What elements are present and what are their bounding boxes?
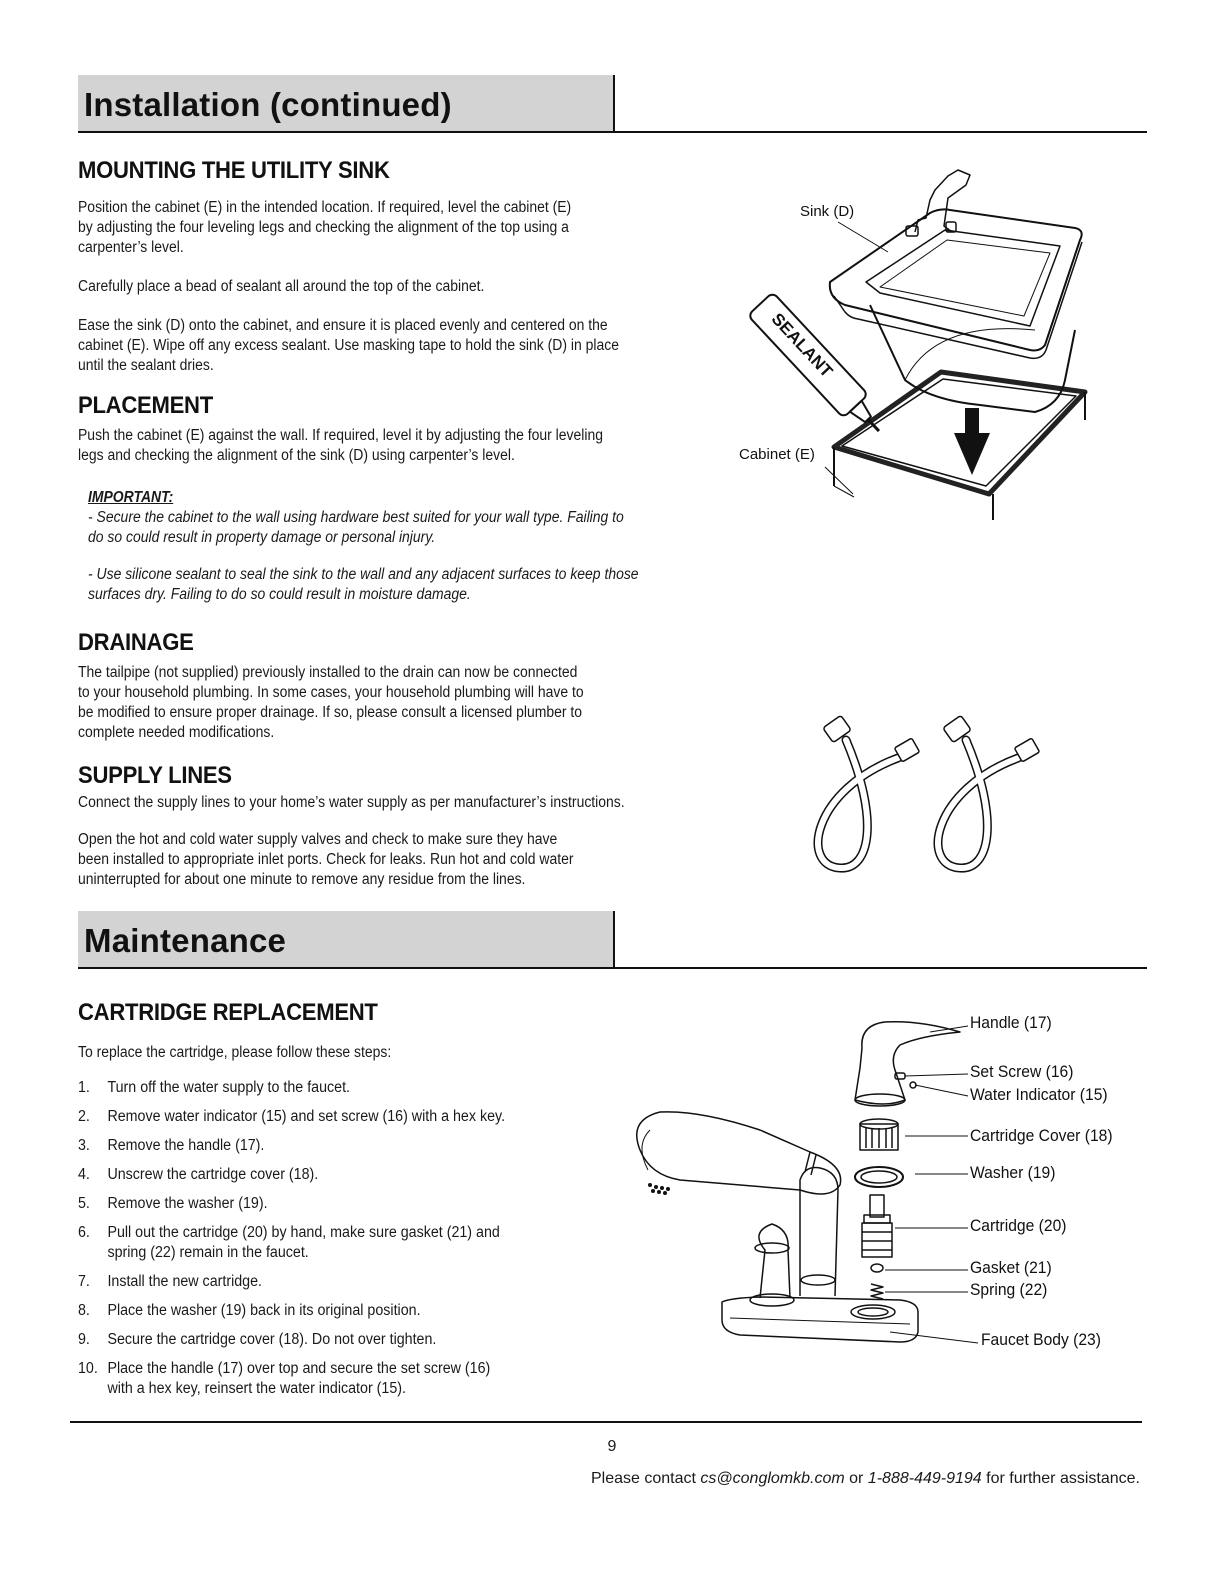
label-spring: Spring (22) [970, 1280, 1048, 1299]
step-item: 2. Remove water indicator (15) and set screw (16) with a hex key. [78, 1108, 506, 1125]
footer-rule [70, 1421, 1142, 1423]
cartridge-intro: To replace the cartridge, please follow these steps: [78, 1044, 392, 1061]
mounting-paragraph-2: Carefully place a bead of sealant all around the top of the cabinet. [78, 278, 485, 295]
step-item: 9. Secure the cartridge cover (18). Do not over tighten. [78, 1331, 437, 1348]
footer-contact: Please contact cs@conglomkb.com or 1-888-449-9194 for further assistance. [591, 1470, 1140, 1487]
label-cartridge-cover: Cartridge Cover (18) [970, 1126, 1113, 1145]
step-item: 8. Place the washer (19) back in its original position. [78, 1302, 421, 1319]
cartridge-heading: CARTRIDGE REPLACEMENT [78, 999, 378, 1026]
important-block: IMPORTANT: - Secure the cabinet to the wall using hardware best suited for your wall type. Failing to do so could result in property damage or personal injury. [88, 489, 624, 546]
page-number: 9 [607, 1438, 617, 1455]
maintenance-title: Maintenance [84, 922, 287, 959]
label-set-screw: Set Screw (16) [970, 1062, 1074, 1081]
label-faucet-body: Faucet Body (23) [981, 1330, 1101, 1349]
drainage-paragraph: The tailpipe (not supplied) previously installed to the drain can now be connected to your household plumbing. In some cases, your household plumbing will have to be modified to ensure proper drainage. If so, please consult a licensed plumber to complete needed modifications. [78, 664, 584, 741]
sink-label: Sink (D) [800, 203, 855, 220]
step-item: 4. Unscrew the cartridge cover (18). [78, 1166, 319, 1183]
label-gasket: Gasket (21) [970, 1258, 1052, 1277]
label-washer: Washer (19) [970, 1163, 1056, 1182]
step-item: 6. Pull out the cartridge (20) by hand, make sure gasket (21) and spring (22) remain in the faucet. [78, 1224, 500, 1261]
step-item: 3. Remove the handle (17). [78, 1137, 265, 1154]
supply-lines-heading: SUPPLY LINES [78, 762, 232, 789]
important-note-2: - Use silicone sealant to seal the sink to the wall and any adjacent surfaces to keep those surfaces dry. Failing to do so could result in moisture damage. [88, 566, 639, 603]
step-item: 5. Remove the washer (19). [78, 1195, 268, 1212]
contact-phone[interactable]: 1-888-449-9194 [867, 1470, 982, 1487]
label-cartridge: Cartridge (20) [970, 1216, 1067, 1235]
installation-title: Installation (continued) [84, 86, 452, 123]
important-label: IMPORTANT: [88, 489, 174, 506]
label-water-indicator: Water Indicator (15) [970, 1085, 1108, 1104]
step-item: 10. Place the handle (17) over top and secure the set screw (16) with a hex key, reinsert the water indicator (15). [78, 1360, 491, 1397]
supply-paragraph-2: Open the hot and cold water supply valves and check to make sure they have been installed to appropriate inlet ports. Check for leaks. Run hot and cold water uninterrupted for about one minute to remove any residue from the lines. [78, 831, 574, 888]
contact-email[interactable]: cs@conglomkb.com [700, 1470, 845, 1487]
label-handle: Handle (17) [970, 1013, 1052, 1032]
placement-heading: PLACEMENT [78, 392, 213, 419]
step-item: 1. Turn off the water supply to the faucet. [78, 1079, 351, 1096]
drainage-heading: DRAINAGE [78, 629, 194, 656]
placement-paragraph: Push the cabinet (E) against the wall. If required, level it by adjusting the four leveling legs and checking the alignment of the sink (D) using carpenter’s level. [78, 427, 603, 464]
sealant-text: SEALANT [767, 309, 837, 382]
mounting-paragraph-3: Ease the sink (D) onto the cabinet, and ensure it is placed evenly and centered on the cabinet (E). Wipe off any excess sealant. Use masking tape to hold the sink (D) in place until the sealant dries. [78, 317, 619, 374]
cabinet-label: Cabinet (E) [739, 446, 815, 463]
mounting-heading: MOUNTING THE UTILITY SINK [78, 157, 390, 184]
step-item: 7. Install the new cartridge. [78, 1273, 263, 1290]
supply-paragraph-1: Connect the supply lines to your home’s water supply as per manufacturer’s instructions. [78, 794, 625, 811]
mounting-paragraph-1: Position the cabinet (E) in the intended location. If required, level the cabinet (E) by adjusting the four leveling legs and checking the alignment of the top using a carpenter’s level. [78, 199, 572, 256]
